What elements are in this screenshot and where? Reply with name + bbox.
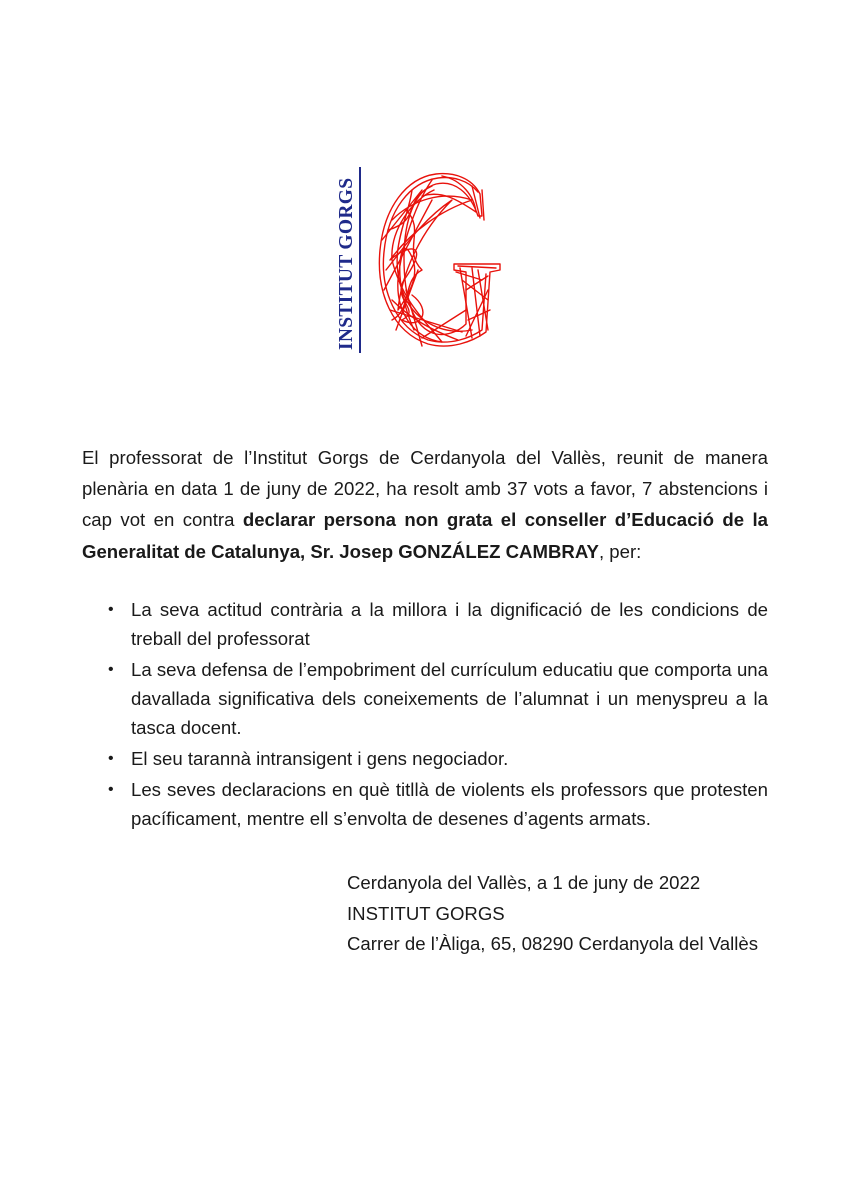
intro-text-start: El professorat de l’Institut Gorgs de Cerdanyola del Vallès, reunit de manera plenària en data 1 de juny de 2022, ha resolt amb 37 vots a favor, 7 abstencions i cap vot en contra bbox=[82, 447, 768, 531]
intro-paragraph bbox=[82, 442, 768, 567]
logo-rule bbox=[359, 167, 361, 353]
signature-place-date: Cerdanyola del Vallès, a 1 de juny de 2022 bbox=[347, 872, 701, 893]
list-item-text: La seva actitud contrària a la millora i la dignificació de les condicions de treball del professorat bbox=[131, 599, 768, 649]
bullet-glyph: • bbox=[108, 781, 114, 798]
intro-bold-declaration: declarar persona non grata el conseller d’Educació de la Generalitat de Catalunya, Sr. Josep GONZÁLEZ CAMBRAY bbox=[82, 509, 769, 562]
signature-block bbox=[347, 868, 787, 960]
list-item-text: El seu tarannà intransigent i gens negociador. bbox=[131, 748, 509, 769]
list-item bbox=[82, 655, 768, 742]
list-item bbox=[82, 595, 768, 653]
list-item-text: Les seves declaracions en què titllà de violents els professors que protesten pacíficament, mentre ell s’envolta de desenes d’agents armats. bbox=[131, 779, 768, 829]
list-item bbox=[82, 744, 768, 773]
bullet-glyph: • bbox=[108, 750, 114, 767]
logo-institution-name: INSTITUT GORGS bbox=[336, 177, 357, 350]
signature-institution: INSTITUT GORGS bbox=[347, 902, 505, 924]
reasons-list bbox=[82, 595, 768, 833]
intro-text-end: , per: bbox=[598, 540, 642, 562]
signature-address: Carrer de l’Àliga, 65, 08290 Cerdanyola del Vallès bbox=[347, 933, 759, 954]
list-item bbox=[82, 775, 768, 833]
list-item-text: La seva defensa de l’empobriment del currículum educatiu que comporta una davallada significativa dels coneixements de l’alumnat i un menyspreu a la tasca docent. bbox=[131, 659, 768, 738]
bullet-glyph: • bbox=[108, 601, 114, 618]
logo-scribbled-g bbox=[362, 160, 522, 360]
bullet-glyph: • bbox=[108, 661, 114, 678]
